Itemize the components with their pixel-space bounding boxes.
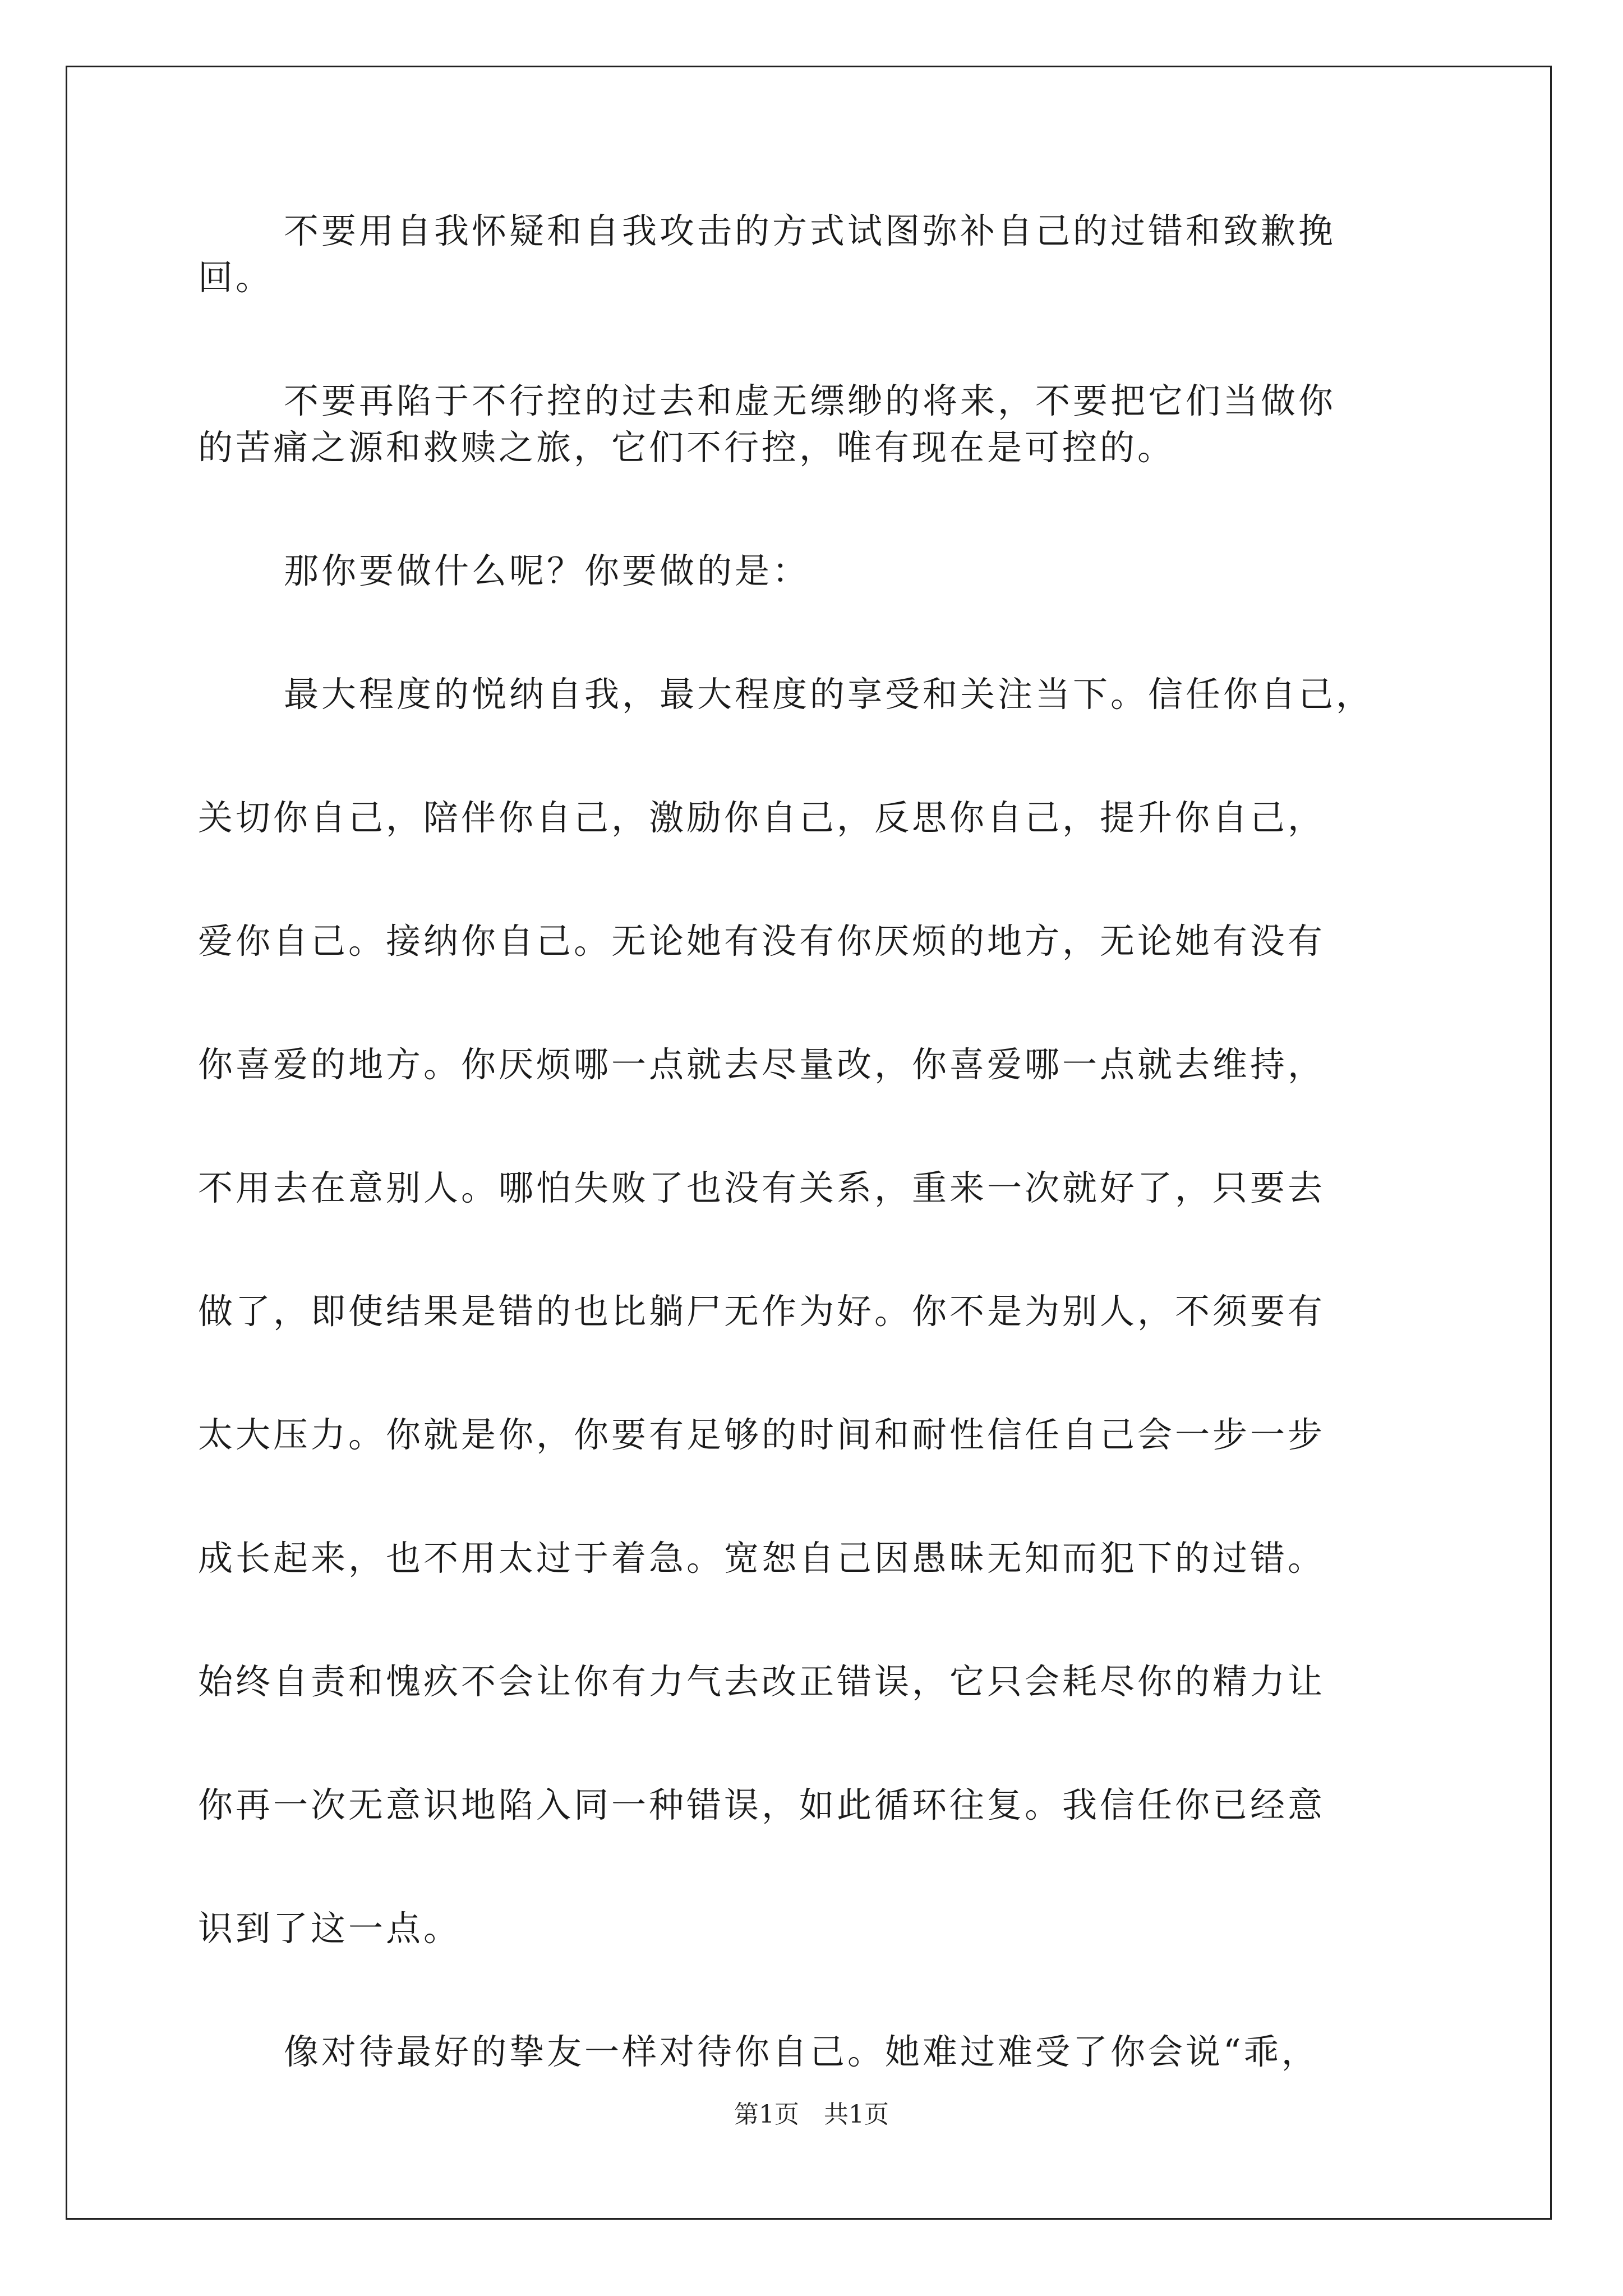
text-line: 像对待最好的挚友一样对待你自己。她难过难受了你会说“乖，	[284, 2031, 1319, 2072]
text-line: 成长起来，也不用太过于着急。宽恕自己因愚昧无知而犯下的过错。	[198, 1538, 1326, 1579]
text-line: 太大压力。你就是你，你要有足够的时间和耐性信任自己会一步一步	[198, 1414, 1326, 1455]
text-line: 最大程度的悦纳自我，最大程度的享受和关注当下。信任你自己，	[284, 674, 1374, 715]
text-line: 始终自责和愧疚不会让你有力气去改正错误，它只会耗尽你的精力让	[198, 1661, 1326, 1702]
text-line: 做了，即使结果是错的也比躺尸无作为好。你不是为别人，不须要有	[198, 1291, 1326, 1332]
paragraph	[198, 547, 1454, 594]
text-line: 关切你自己，陪伴你自己，激励你自己，反思你自己，提升你自己，	[198, 797, 1326, 838]
text-line: 不要用自我怀疑和自我攻击的方式试图弥补自己的过错和致歉挽	[284, 210, 1336, 251]
text-line: 的苦痛之源和救赎之旅，它们不行控，唯有现在是可控的。	[198, 427, 1175, 468]
text-line: 不要再陷于不行控的过去和虚无缥缈的将来，不要把它们当做你	[284, 380, 1336, 421]
paragraph	[198, 378, 1454, 471]
document-body	[198, 208, 1454, 2075]
text-line: 不用去在意别人。哪怕失败了也没有关系，重来一次就好了，只要去	[198, 1167, 1326, 1208]
text-line: 爱你自己。接纳你自己。无论她有没有你厌烦的地方，无论她有没有	[198, 921, 1326, 961]
text-line: 那你要做什么呢？你要做的是：	[284, 550, 810, 591]
paragraph	[198, 208, 1454, 301]
text-line: 识到了这一点。	[198, 1908, 462, 1949]
text-line: 你喜爱的地方。你厌烦哪一点就去尽量改，你喜爱哪一点就去维持，	[198, 1044, 1326, 1085]
paragraph	[198, 2028, 1454, 2075]
page-number: 第1页 共1页	[734, 2100, 889, 2129]
paragraph	[198, 671, 1454, 1952]
text-line: 回。	[198, 257, 274, 298]
text-line: 你再一次无意识地陷入同一种错误，如此循环往复。我信任你已经意	[198, 1784, 1326, 1825]
